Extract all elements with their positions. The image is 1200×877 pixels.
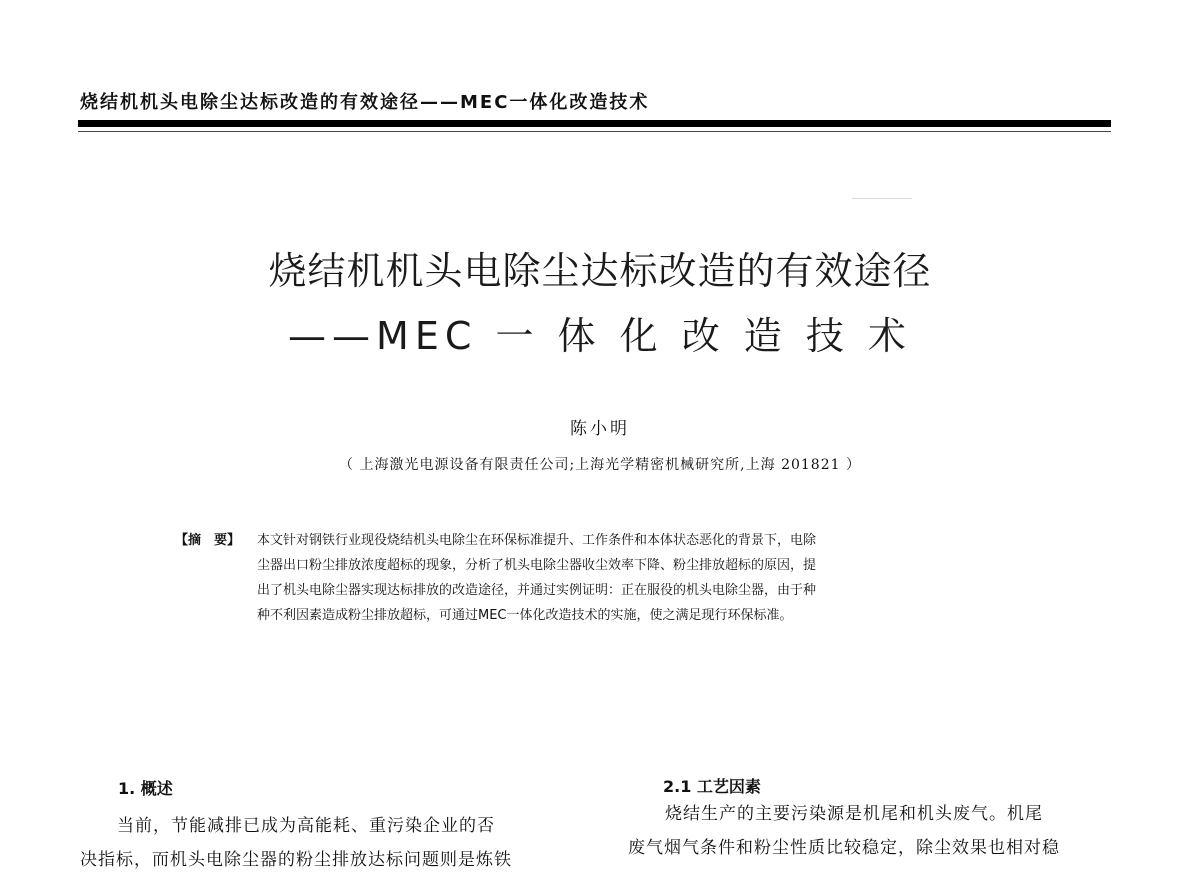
- author-name: 陈小明: [570, 419, 630, 439]
- body-line: 废气烟气条件和粉尘性质比较稳定，除尘效果也相对稳: [628, 838, 1060, 858]
- section-heading-overview: 1. 概述: [118, 779, 173, 798]
- paper-title-line-1: 烧结机机头电除尘达标改造的有效途径: [268, 249, 932, 293]
- author-affiliation: （ 上海激光电源设备有限责任公司;上海光学精密机械研究所,上海 201821 ）: [339, 457, 861, 473]
- body-column-left: [80, 809, 512, 877]
- abstract-line: 尘器出口粉尘排放浓度超标的现象，分析了机头电除尘器收尘效率下降、粉尘排放超标的原因，提: [257, 558, 817, 573]
- body-line: 决指标，而机头电除尘器的粉尘排放达标问题则是炼铁: [80, 850, 512, 870]
- abstract-line: 本文针对钢铁行业现役烧结机头电除尘在环保标准提升、工作条件和本体状态恶化的背景下，电除: [257, 533, 817, 548]
- abstract-label: 【摘 要】: [175, 533, 241, 548]
- body-line: 当前，节能减排已成为高能耗、重污染企业的否: [117, 816, 495, 836]
- body-column-right: [628, 797, 1060, 865]
- section-heading-process-factors: 2.1 工艺因素: [663, 777, 761, 796]
- paper-title-line-2: ——MEC 一 体 化 改 造 技 术: [288, 314, 912, 358]
- header-rule: [78, 120, 1111, 127]
- abstract-body: [257, 528, 1005, 628]
- abstract-line: 种不利因素造成粉尘排放超标，可通过MEC一体化改造技术的实施，使之满足现行环保标准。: [257, 608, 793, 623]
- header-rule-thin: [78, 131, 1111, 132]
- abstract-line: 出了机头电除尘器实现达标排放的改造途径，并通过实例证明：正在服役的机头电除尘器，由于种: [257, 583, 817, 598]
- scan-speck: [852, 198, 912, 199]
- body-line: 烧结生产的主要污染源是机尾和机头废气。机尾: [665, 804, 1043, 824]
- abstract: [175, 528, 1005, 628]
- running-header: 烧结机机头电除尘达标改造的有效途径——MEC一体化改造技术: [80, 92, 650, 113]
